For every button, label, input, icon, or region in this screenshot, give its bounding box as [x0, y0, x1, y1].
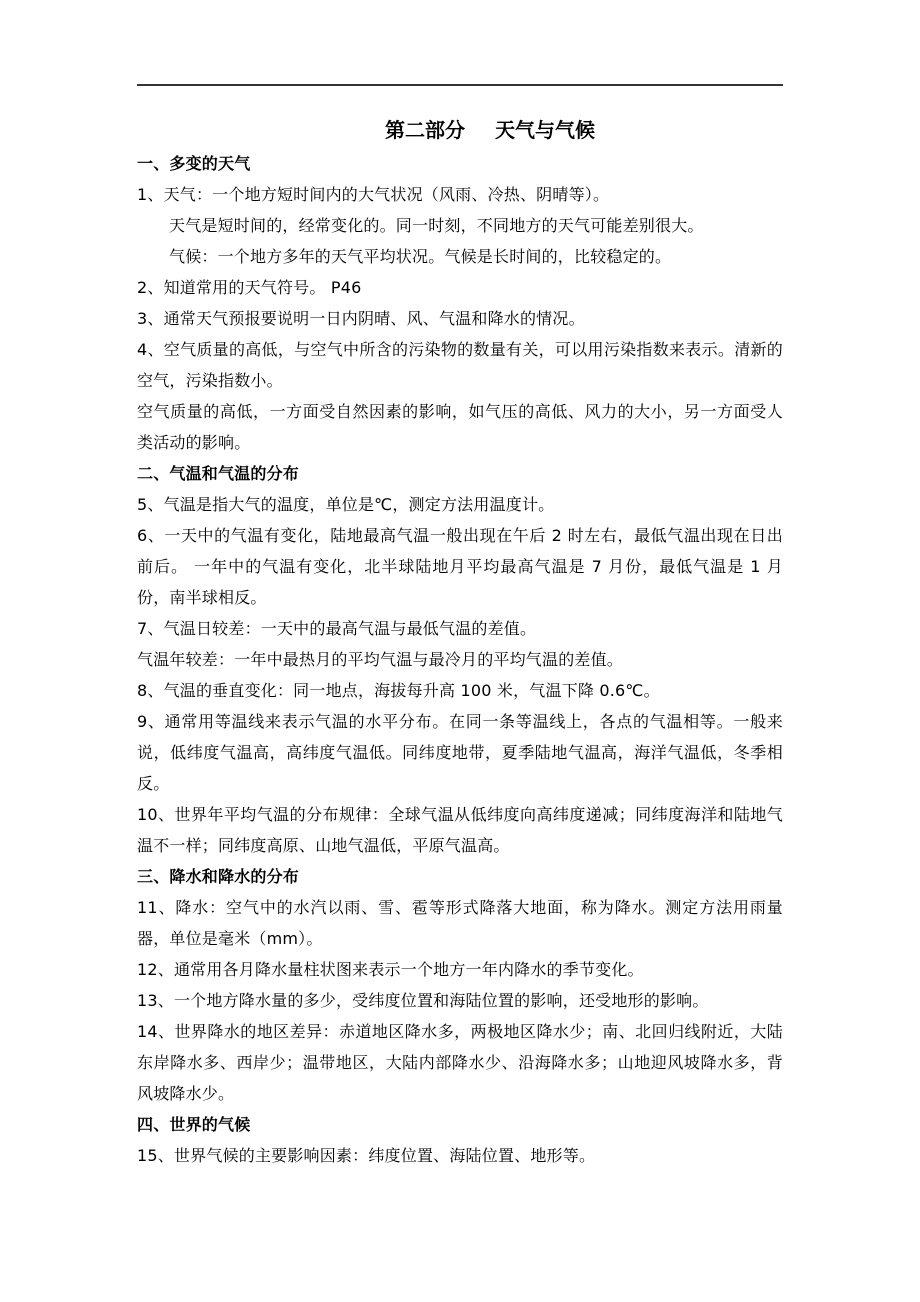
document-page [137, 112, 783, 1171]
paragraph: 15、世界气候的主要影响因素：纬度位置、海陆位置、地形等。 [137, 1146, 596, 1165]
section-heading: 一、多变的天气 [137, 154, 251, 173]
paragraph: 气候：一个地方多年的天气平均状况。气候是长时间的，比较稳定的。 [169, 247, 672, 266]
page-title [137, 112, 783, 148]
paragraph: 空气质量的高低，一方面受自然因素的影响，如气压的高低、风力的大小，另一方面受人类活动的影响。 [137, 402, 783, 452]
paragraph: 8、气温的垂直变化：同一地点，海拔每升高 100 米，气温下降 0.6℃。 [137, 681, 660, 700]
paragraph: 4、空气质量的高低，与空气中所含的污染物的数量有关，可以用污染指数来表示。清新的空气，污染指数小。 [137, 340, 783, 390]
title-topic: 天气与气候 [495, 118, 595, 142]
paragraph: 3、通常天气预报要说明一日内阴晴、风、气温和降水的情况。 [137, 309, 585, 328]
paragraph: 14、世界降水的地区差异：赤道地区降水多，两极地区降水少；南、北回归线附近，大陆东岸降水多、西岸少；温带地区，大陆内部降水少、沿海降水多；山地迎风坡降水多，背风坡降水少。 [137, 1022, 783, 1103]
paragraph: 2、知道常用的天气符号。 P46 [137, 278, 362, 297]
paragraph: 11、降水：空气中的水汽以雨、雪、雹等形式降落大地面，称为降水。测定方法用雨量器，单位是毫米（mm）。 [137, 898, 783, 948]
paragraph: 10、世界年平均气温的分布规律：全球气温从低纬度向高纬度递减；同纬度海洋和陆地气温不一样；同纬度高原、山地气温低，平原气温高。 [137, 805, 783, 855]
section-heading: 四、世界的气候 [137, 1115, 251, 1134]
header-rule [137, 84, 783, 86]
paragraph: 9、通常用等温线来表示气温的水平分布。在同一条等温线上，各点的气温相等。一般来说，低纬度气温高，高纬度气温低。同纬度地带，夏季陆地气温高，海洋气温低，冬季相反。 [137, 712, 783, 793]
paragraph: 天气是短时间的，经常变化的。同一时刻，不同地方的天气可能差别很大。 [169, 216, 704, 235]
paragraph: 5、气温是指大气的温度，单位是℃，测定方法用温度计。 [137, 495, 555, 514]
paragraph: 气温年较差：一年中最热月的平均气温与最冷月的平均气温的差值。 [137, 650, 624, 669]
paragraph: 1、天气：一个地方短时间内的大气状况（风雨、冷热、阴晴等）。 [137, 185, 610, 204]
title-part: 第二部分 [385, 118, 465, 142]
paragraph: 6、一天中的气温有变化，陆地最高气温一般出现在午后 2 时左右，最低气温出现在日出前后。 一年中的气温有变化，北半球陆地月平均最高气温是 7 月份，最低气温是 1 月份，南半球相反。 [137, 526, 783, 607]
paragraph: 12、通常用各月降水量柱状图来表示一个地方一年内降水的季节变化。 [137, 960, 644, 979]
paragraph: 13、一个地方降水量的多少，受纬度位置和海陆位置的影响，还受地形的影响。 [137, 991, 709, 1010]
paragraph: 7、气温日较差：一天中的最高气温与最低气温的差值。 [137, 619, 537, 638]
section-heading: 二、气温和气温的分布 [137, 464, 300, 483]
section-heading: 三、降水和降水的分布 [137, 867, 300, 886]
